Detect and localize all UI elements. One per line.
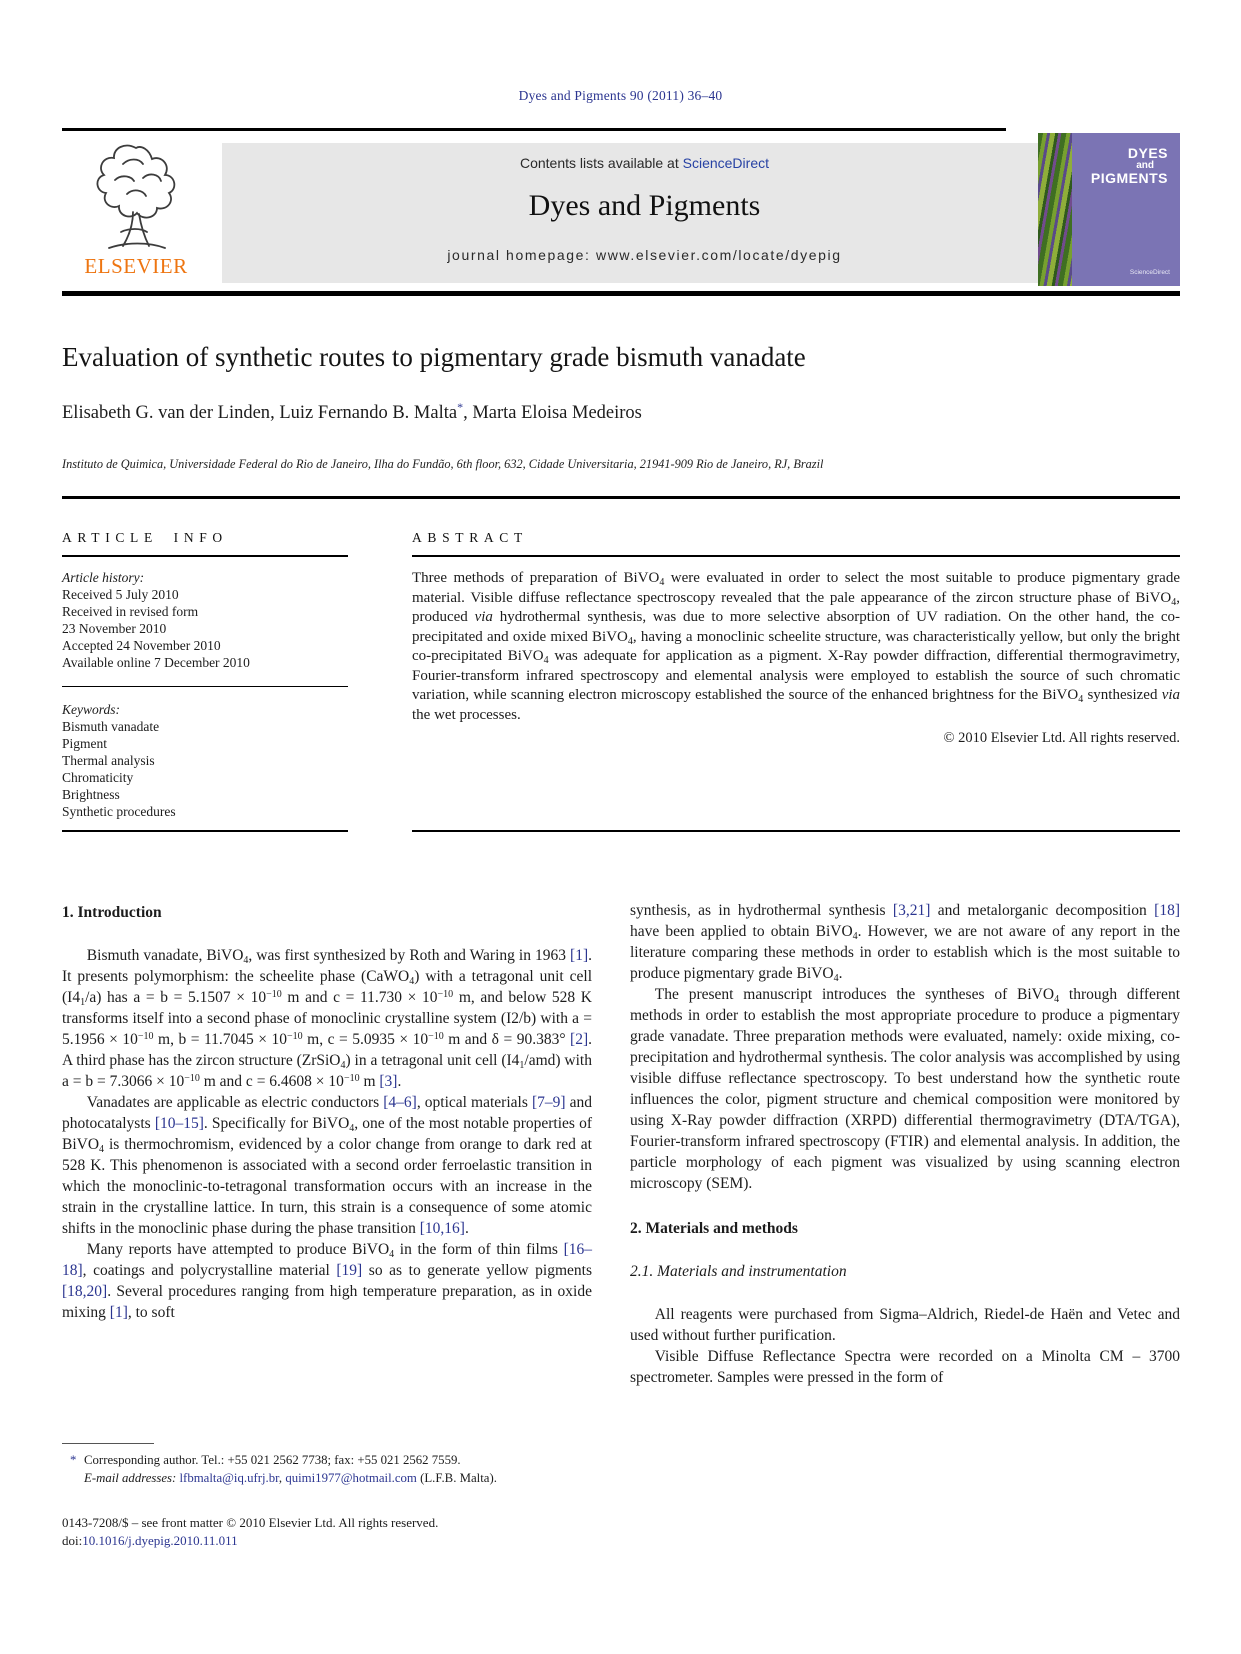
article-info-heading: ARTICLE INFO	[62, 530, 228, 545]
article-info-heading-rule	[62, 555, 348, 557]
citation-link[interactable]: [3,21]	[892, 902, 931, 919]
author-name: Elisabeth G. van der Linden	[62, 403, 271, 424]
citation-link[interactable]: [19]	[336, 1262, 363, 1279]
history-item: Received in revised form	[62, 604, 199, 619]
footnote-separator	[62, 1443, 154, 1444]
elsevier-wordmark: ELSEVIER	[84, 254, 188, 278]
keywords-label: Keywords:	[62, 702, 120, 717]
paragraph: Vanadates are applicable as electric conductors [4–6], optical materials [7–9] and photocatalysts [10–15]. Specifically for BiVO$_4$, one of the most notable properties of BiVO$_4$ is thermochromism, evidenced by a color change from orange to dark red at 528 K. This phenomenon is associated with a second order ferroelastic transition in which the monoclinic-to-tetragonal transformation occurs with an increase in the strain in the crystalline lattice. In turn, this strain is a consequence of some atomic shifts in the monoclinic phase during the phase transition [10,16].	[62, 1094, 592, 1237]
abstract-heading-rule	[412, 555, 1180, 557]
journal-masthead: Dyes and Pigments	[528, 189, 761, 222]
author-name: Marta Eloisa Medeiros	[472, 403, 642, 424]
elsevier-tree-icon	[90, 140, 182, 252]
corresponding-author-marker[interactable]: *	[457, 400, 464, 414]
history-item: Received 5 July 2010	[62, 587, 179, 602]
author-line: Elisabeth G. van der Linden, Luiz Fernando B. Malta*, Marta Eloisa Medeiros	[62, 400, 642, 424]
footnote-text: Corresponding author. Tel.: +55 021 2562 7738; fax: +55 021 2562 7559.	[84, 1453, 461, 1467]
section-heading: 2. Materials and methods	[630, 1220, 798, 1237]
keyword-item: Synthetic procedures	[62, 804, 176, 819]
keyword-item: Pigment	[62, 736, 108, 751]
citation-link[interactable]: [16–18]	[62, 1241, 592, 1279]
citation-link[interactable]: [1]	[109, 1304, 128, 1321]
citation-link[interactable]: [18]	[1154, 902, 1180, 919]
issn-line: 0143-7208/$ – see front matter © 2010 Elsevier Ltd. All rights reserved.	[62, 1515, 439, 1530]
citation-link[interactable]: [4–6]	[383, 1094, 417, 1111]
citation-link[interactable]: [18,20]	[62, 1283, 108, 1300]
article-title: Evaluation of synthetic routes to pigmentary grade bismuth vanadate	[62, 342, 806, 372]
paragraph: The present manuscript introduces the syntheses of BiVO$_4$ through different methods in order to establish the most appropriate procedure to produce a pigmentary grade vanadate. Three preparation methods were evaluated, namely: oxide mixing, co-precipitation and hydrothermal synthesis. The color analysis was accomplished by using visible diffuse reflectance spectroscopy. To best understand how the synthetic route influences the color, pigment structure and chemical composition were monitored by using X-Ray powder diffraction (XRPD) differential thermogravimetry (DTA/TGA), Fourier-transform infrared spectroscopy (FTIR) and elemental analysis. In addition, the particle morphology of each pigment was visualized by using scanning electron microscopy (SEM).	[630, 986, 1180, 1192]
contents-prefix: Contents lists available at	[519, 155, 683, 171]
cover-title-line1: DYES	[1127, 145, 1168, 161]
front-matter-footer	[62, 1514, 762, 1550]
paragraph: Many reports have attempted to produce BiVO$_4$ in the form of thin films [16–18], coatings and polycrystalline material [19] so as to generate yellow pigments [18,20]. Several procedures ranging from high temperature preparation, as in oxide mixing [1], to soft	[62, 1241, 592, 1321]
journal-homepage-link[interactable]: journal homepage: www.elsevier.com/locate/dyepig	[447, 247, 842, 263]
footnote-marker: *	[70, 1453, 77, 1467]
keyword-item: Chromaticity	[62, 770, 134, 785]
body-column-left	[62, 900, 592, 1323]
citation-link[interactable]: [1]	[570, 947, 589, 964]
sciencedirect-link[interactable]: ScienceDirect	[682, 155, 769, 171]
email-suffix: (L.F.B. Malta).	[416, 1470, 497, 1485]
section-heading: 1. Introduction	[62, 904, 162, 921]
body-column-right	[630, 900, 1180, 1388]
cover-sciencedirect-mark: ScienceDirect	[1129, 269, 1170, 276]
abstract-column	[412, 518, 1180, 832]
author-name: Luiz Fernando B. Malta	[279, 403, 458, 424]
contents-line	[222, 155, 1067, 171]
journal-cover-thumbnail[interactable]	[1038, 133, 1180, 286]
keywords-list	[62, 718, 348, 820]
article-history-list	[62, 586, 348, 671]
history-item: 23 November 2010	[62, 621, 167, 636]
paragraph: synthesis, as in hydrothermal synthesis [3,21] and metalorganic decomposition [18] have been applied to obtain BiVO$_4$. However, we are not aware of any report in the literature comparing these methods in order to establish which is the most suitable to produce pigmentary grade BiVO$_4$.	[630, 902, 1180, 984]
email-link-2[interactable]: quimi1977@hotmail.com	[285, 1470, 417, 1485]
journal-header	[62, 140, 1180, 288]
history-item: Accepted 24 November 2010	[62, 638, 221, 653]
email-separator: ,	[278, 1470, 286, 1485]
article-info-column	[62, 518, 348, 832]
journal-banner	[222, 143, 1067, 283]
abstract-copyright: © 2010 Elsevier Ltd. All rights reserved.	[943, 730, 1180, 746]
cover-title	[1091, 146, 1168, 186]
history-item: Available online 7 December 2010	[62, 655, 250, 670]
corresponding-author-footnote	[62, 1443, 607, 1487]
email-link-1[interactable]: lfbmalta@iq.ufrj.br	[179, 1470, 279, 1485]
abstract-text: Three methods of preparation of BiVO$_4$ were evaluated in order to select the most suitable to produce pigmentary grade material. Visible diffuse reflectance spectroscopy revealed that the pale appearance of the zircon structure phase of BiVO$_4$, produced via hydrothermal synthesis, was due to more selective absorption of UV radiation. On the other hand, the co-precipitated and oxide mixed BiVO$_4$, having a monoclinic scheelite structure, was characteristically yellow, but only the bright co-precipitated BiVO$_4$ was adequate for application as a pigment. X-Ray powder diffraction, differential thermogravimetry, Fourier-transform infrared spectroscopy and elemental analysis were employed to establish the source of such chromatic variation, while scanning electron microscopy established the source of the enhanced brightness for the BiVO$_4$ synthesized via the wet processes.	[412, 570, 1181, 723]
footnote-line-2	[62, 1470, 607, 1488]
article-history-label: Article history:	[62, 570, 145, 585]
cover-art-strip	[1038, 133, 1072, 286]
doi-line	[62, 1532, 762, 1550]
header-bottom-rule	[62, 291, 1180, 296]
citation-link[interactable]: [10,16]	[419, 1220, 465, 1237]
paragraph: All reagents were purchased from Sigma–Aldrich, Riedel-de Haën and Vetec and used without further purification.	[630, 1306, 1180, 1344]
paragraph: Bismuth vanadate, BiVO$_4$, was first synthesized by Roth and Waring in 1963 [1]. It presents polymorphism: the scheelite phase (CaWO$_4$) with a tetragonal unit cell $(I4_1/a)$ has $a = b = 5.1507 \times 10^{-10}$ m and $c = 11.730 \times 10^{-10}$ m, and below 528 K transforms itself into a second phase of monoclinic crystalline system (I2/b) with $a = 5.1956 \times 10^{-10}$ m, $b = 11.7045 \times 10^{-10}$ m, $c = 5.0935 \times 10^{-10}$ m and δ = 90.383° [2]. A third phase has the zircon structure (ZrSiO$_4$) in a tetragonal unit cell $(I4_1/amd)$ with $a = b = 7.3066 \times 10^{-10}$ m and $c = 6.4608 \times 10^{-10}$ m [3].	[62, 947, 592, 1090]
elsevier-logo[interactable]	[62, 140, 210, 288]
info-divider-rule	[62, 671, 348, 687]
footnote-line-1	[62, 1452, 607, 1470]
citation-link[interactable]: [2]	[570, 1031, 589, 1048]
paragraph: Visible Diffuse Reflectance Spectra were recorded on a Minolta CM – 3700 spectrometer. Samples were pressed in the form of	[630, 1348, 1180, 1386]
citation-link[interactable]: [7–9]	[531, 1094, 566, 1111]
citation-link[interactable]: [10–15]	[154, 1115, 204, 1132]
info-section-top-rule	[62, 496, 1180, 499]
keyword-item: Bismuth vanadate	[62, 719, 160, 734]
journal-reference: Dyes and Pigments 90 (2011) 36–40	[518, 88, 723, 103]
affiliation: Instituto de Quimica, Universidade Federal do Rio de Janeiro, Ilha do Fundão, 6th floor, 632, Cidade Universitaria, 21941-909 Rio de Janeiro, RJ, Brazil	[62, 457, 824, 471]
subsection-heading: 2.1. Materials and instrumentation	[630, 1263, 847, 1280]
keyword-item: Thermal analysis	[62, 753, 155, 768]
header-top-rule	[62, 128, 1006, 131]
doi-link[interactable]: 10.1016/j.dyepig.2010.11.011	[82, 1533, 238, 1548]
doi-label: doi:	[62, 1533, 83, 1548]
cover-title-line2: and	[1136, 159, 1154, 171]
abstract-heading: ABSTRACT	[412, 530, 528, 545]
keyword-item: Brightness	[62, 787, 120, 802]
cover-title-line3: PIGMENTS	[1090, 170, 1168, 187]
citation-link[interactable]: [3]	[379, 1073, 398, 1090]
email-label: E-mail addresses:	[84, 1470, 177, 1485]
